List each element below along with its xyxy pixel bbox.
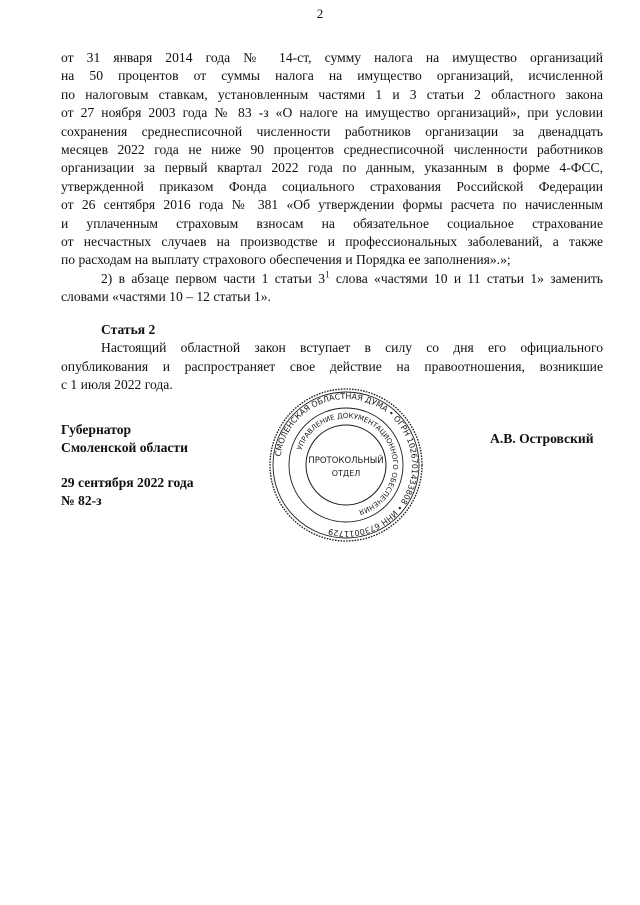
paragraph-amendment-1 [61, 49, 603, 270]
signing-date: 29 сентября 2022 года [61, 475, 194, 490]
text-line: от 31 января 2014 года № 14-ст, сумму налога на имущество организаций [61, 50, 603, 65]
seal-inner-textpath: УПРАВЛЕНИЕ ДОКУМЕНТАЦИОННОГО ОБЕСПЕЧЕНИЯ [295, 411, 400, 517]
seal-center-line2: ОТДЕЛ [331, 469, 361, 478]
text-line: словами «частями 10 – 12 статьи 1». [61, 289, 271, 305]
text-line: от 27 ноября 2003 года № 83 -з «О налоге на имущество организаций», при условии [61, 105, 603, 121]
superscript: 1 [325, 269, 330, 280]
text-line: и уплаченным страховым взносам на обязательное социальное страхование [61, 215, 603, 231]
law-number: № 82-з [61, 493, 102, 509]
official-seal [268, 387, 424, 543]
text-line: Настоящий областной закон вступает в силу со дня его официального [101, 340, 603, 356]
text-line: сохранения среднесписочной численности работников организации за двенадцать [61, 123, 603, 139]
text-line: опубликования и распространяет свое действие на правоотношения, возникшие [61, 358, 603, 374]
signatory-title [61, 421, 188, 458]
page-number: 2 [316, 6, 324, 21]
seal-center-line1: ПРОТОКОЛЬНЫЙ [308, 456, 384, 466]
text-line: организации за первый квартал 2022 года по данным, указанным в форме 4-ФСС, [61, 160, 603, 176]
text-line: утвержденной приказом Фонда социального страхования Российской Федерации [61, 178, 603, 194]
seal-outer-textpath: СМОЛЕНСКАЯ ОБЛАСТНАЯ ДУМА • ОГРН 1026701433808 • ИНН 6730011729 [273, 391, 420, 539]
text-line: от 26 сентября 2016 года № 381 «Об утверждении формы расчета по начисленным [61, 197, 603, 213]
signatory-title-line: Смоленской области [61, 440, 188, 456]
signatory-name: А.В. Островский [490, 431, 594, 446]
text-line: от несчастных случаев на производстве и профессиональных заболеваний, а также [61, 234, 603, 250]
text-line: по налоговым ставкам, установленным частями 1 и 3 статьи 2 областного закона [61, 86, 603, 102]
text-line: по расходам на выплату страхового обеспечения и Порядка ее заполнения».»; [61, 252, 511, 268]
text-line: с 1 июля 2022 года. [61, 377, 173, 393]
signatory-title-line: Губернатор [61, 422, 132, 437]
text-line: на 50 процентов от суммы налога на имущество организаций, исчисленной [61, 68, 603, 84]
amendment-2-text-end: слова «частями 10 и 11 статьи 1» заменить [329, 271, 603, 286]
paragraph-amendment-2 [61, 270, 603, 307]
article-heading: Статья 2 [101, 322, 156, 337]
amendment-2-text-start: 2) в абзаце первом части 1 статьи 3 [101, 271, 326, 286]
text-line [61, 270, 603, 288]
text-line: месяцев 2022 года не ниже 90 процентов среднесписочной численности работников [61, 142, 603, 158]
signing-block [61, 474, 194, 511]
article-2 [61, 321, 603, 395]
